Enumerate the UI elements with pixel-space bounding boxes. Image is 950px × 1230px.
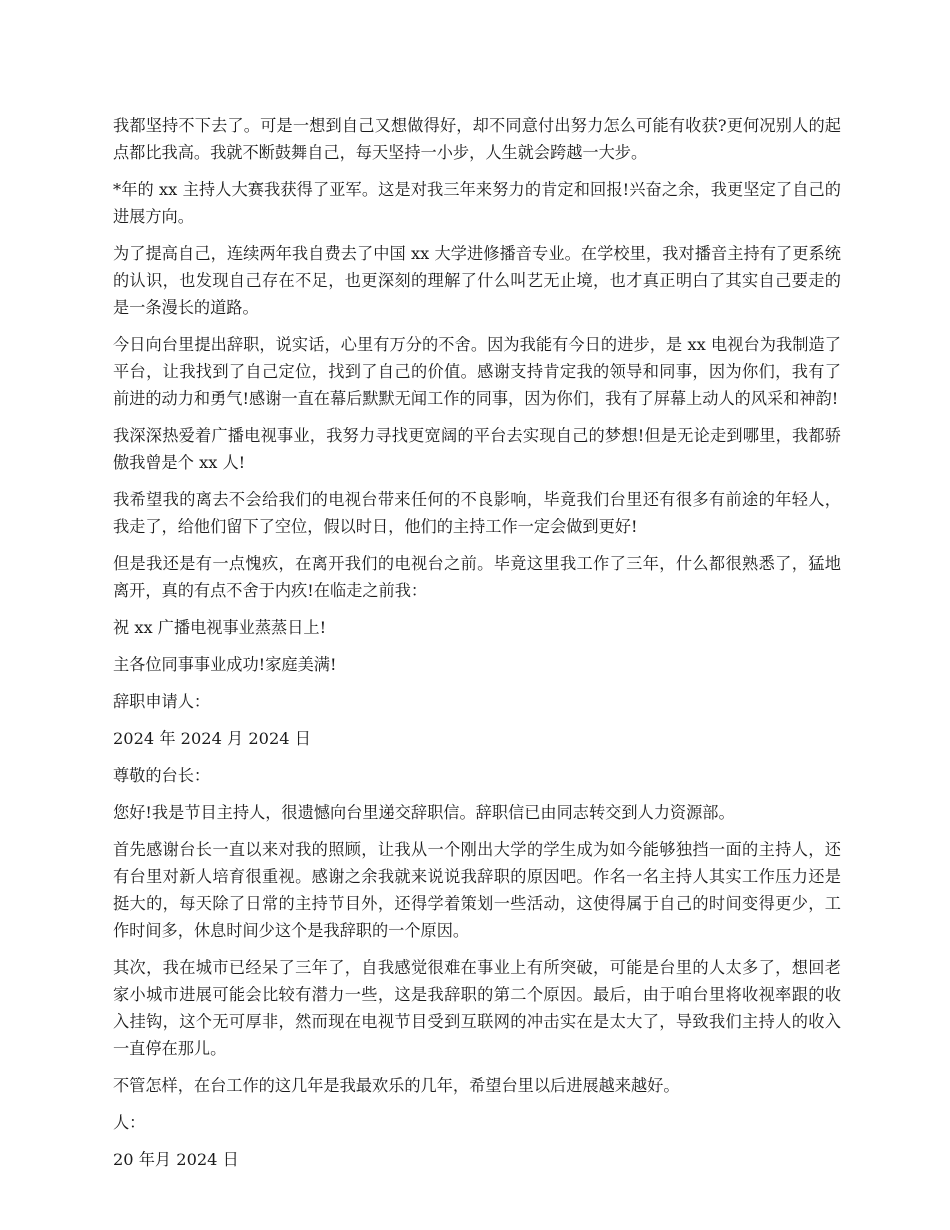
paragraph: *年的 xx 主持人大赛我获得了亚军。这是对我三年来努力的肯定和回报!兴奋之余，我更坚定了自己的进展方向。 <box>113 180 841 226</box>
salutation: 尊敬的台长： <box>113 766 211 785</box>
paragraph: 但是我还是有一点愧疚，在离开我们的电视台之前。毕竟这里我工作了三年，什么都很熟悉了，猛地离开，真的有点不舍于内疚!在临走之前我： <box>113 554 841 600</box>
paragraph: 为了提高自己，连续两年我自费去了中国 xx 大学进修播音专业。在学校里，我对播音主持有了更系统的认识，也发现自己存在不足，也更深刻的理解了什么叫艺无止境，也才真正明白了其实自己要走的是一条漫长的道路。 <box>113 244 841 317</box>
date-line: 2024 年 2024 月 2024 日 <box>113 729 311 748</box>
paragraph: 我希望我的离去不会给我们的电视台带来任何的不良影响，毕竟我们台里还有很多有前途的年轻人，我走了，给他们留下了空位，假以时日，他们的主持工作一定会做到更好! <box>113 490 841 536</box>
document-body <box>113 112 841 1183</box>
paragraph: 不管怎样，在台工作的这几年是我最欢乐的几年，希望台里以后进展越来越好。 <box>113 1076 680 1095</box>
paragraph: 其次，我在城市已经呆了三年了，自我感觉很难在事业上有所突破，可能是台里的人太多了，想回老家小城市进展可能会比较有潜力一些，这是我辞职的第二个原因。最后，由于咱台里将收视率跟的收入挂钩，这个无可厚非，然而现在电视节目受到互联网的冲击实在是太大了，导致我们主持人的收入一直停在那儿。 <box>113 958 841 1058</box>
paragraph: 我深深热爱着广播电视事业，我努力寻找更宽阔的平台去实现自己的梦想!但是无论走到哪里，我都骄傲我曾是个 xx 人! <box>113 426 841 472</box>
paragraph: 祝 xx 广播电视事业蒸蒸日上! <box>113 618 327 637</box>
paragraph: 我都坚持不下去了。可是一想到自己又想做得好，却不同意付出努力怎么可能有收获?更何况别人的起点都比我高。我就不断鼓舞自己，每天坚持一小步，人生就会跨越一大步。 <box>113 116 841 162</box>
paragraph: 主各位同事事业成功!家庭美满! <box>113 655 337 674</box>
paragraph: 首先感谢台长一直以来对我的照顾，让我从一个刚出大学的学生成为如今能够独挡一面的主持人，还有台里对新人培育很重视。感谢之余我就来说说我辞职的原因吧。作名一名主持人其实工作压力还是挺大的，每天除了日常的主持节目外，还得学着策划一些活动，这使得属于自己的时间变得更少，工作时间多，休息时间少这个是我辞职的一个原因。 <box>113 840 841 940</box>
signature-label: 辞职申请人： <box>113 692 211 711</box>
signature-label: 人： <box>113 1113 146 1132</box>
paragraph: 您好!我是节目主持人，很遗憾向台里递交辞职信。辞职信已由同志转交到人力资源部。 <box>113 803 735 822</box>
date-line: 20 年月 2024 日 <box>113 1150 239 1169</box>
paragraph: 今日向台里提出辞职，说实话，心里有万分的不舍。因为我能有今日的进步，是 xx 电视台为我制造了平台，让我找到了自己定位，找到了自己的价值。感谢支持肯定我的领导和同事，因为你们，我有了前进的动力和勇气!感谢一直在幕后默默无闻工作的同事，因为你们，我有了屏幕上动人的风采和神韵! <box>113 335 841 408</box>
